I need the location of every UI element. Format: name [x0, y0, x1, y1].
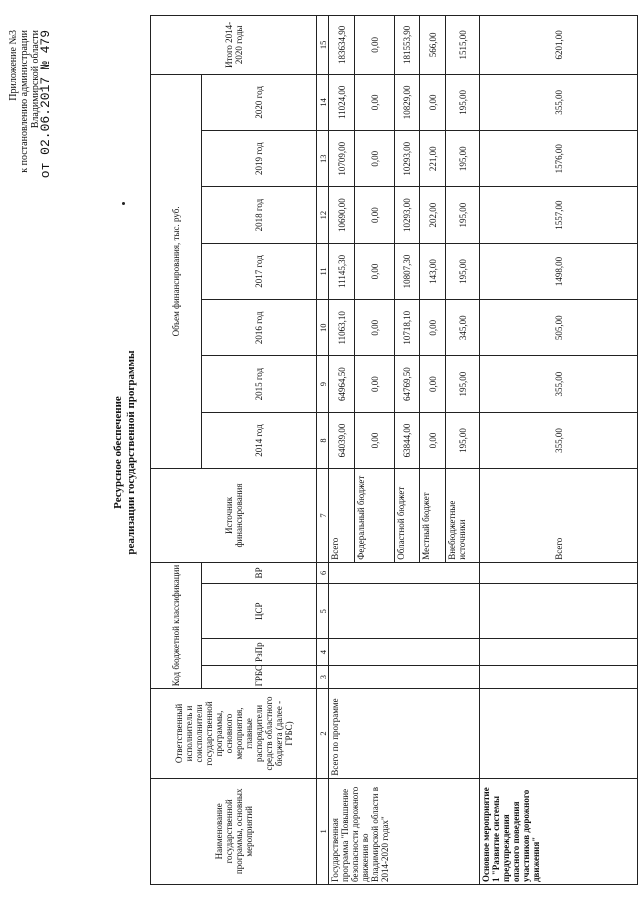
col-header-year: 2016 год: [202, 300, 317, 356]
source-cell: Местный бюджет: [420, 469, 446, 563]
column-index: 2: [317, 689, 329, 778]
total-cell: 6201,00: [480, 16, 638, 75]
value-cell: 10293,00: [395, 131, 420, 187]
source-cell: Федеральный бюджет: [355, 469, 395, 563]
grbs-cell: [329, 665, 480, 688]
total-cell: 183634,90: [329, 16, 355, 75]
value-cell: 0,00: [420, 74, 446, 130]
value-cell: 355,00: [480, 74, 638, 130]
value-cell: 64964,50: [329, 356, 355, 412]
value-cell: 195,00: [446, 243, 480, 299]
value-cell: 0,00: [355, 300, 395, 356]
column-index: 5: [317, 584, 329, 639]
col-header-vr: ВР: [202, 562, 317, 583]
total-cell: 566,00: [420, 16, 446, 75]
value-cell: 64769,50: [395, 356, 420, 412]
value-cell: 11145,30: [329, 243, 355, 299]
value-cell: 1498,00: [480, 243, 638, 299]
source-cell: Всего: [480, 469, 638, 563]
column-index: 6: [317, 562, 329, 583]
col-header-year: 2018 год: [202, 187, 317, 243]
document-title: Ресурсное обеспечение: [112, 396, 124, 509]
col-header-year: 2017 год: [202, 243, 317, 299]
value-cell: 195,00: [446, 356, 480, 412]
value-cell: 355,00: [480, 412, 638, 468]
appendix-number: Приложение №3: [8, 30, 19, 101]
value-cell: 0,00: [420, 300, 446, 356]
value-cell: 10293,00: [395, 187, 420, 243]
column-index: 14: [317, 74, 329, 130]
grbs-cell: [480, 665, 638, 688]
column-index: 11: [317, 243, 329, 299]
vr-cell: [480, 562, 638, 583]
program-name: Государственная программа "Повышение безопасности дорожного движения во Владимирской области в 2014-2020 годах": [329, 778, 480, 884]
value-cell: 0,00: [355, 74, 395, 130]
value-cell: 10690,00: [329, 187, 355, 243]
appendix-resolution-line: к постановлению администрации: [19, 30, 30, 173]
value-cell: 0,00: [355, 243, 395, 299]
table-row: [480, 16, 638, 885]
value-cell: 221,00: [420, 131, 446, 187]
column-index: 10: [317, 300, 329, 356]
col-header-year: 2014 год: [202, 412, 317, 468]
col-header-year: 2019 год: [202, 131, 317, 187]
vr-cell: [329, 562, 480, 583]
value-cell: 63844,00: [395, 412, 420, 468]
value-cell: 1557,00: [480, 187, 638, 243]
value-cell: 0,00: [420, 356, 446, 412]
value-cell: 0,00: [420, 412, 446, 468]
value-cell: 345,00: [446, 300, 480, 356]
measure-name: Основное мероприятие 1 "Развитие системы предупреждения опасного поведения участников дорожного движения": [480, 778, 638, 884]
value-cell: 195,00: [446, 412, 480, 468]
value-cell: 195,00: [446, 74, 480, 130]
value-cell: 11063,10: [329, 300, 355, 356]
value-cell: 0,00: [355, 356, 395, 412]
source-cell: Внебюджетные источники: [446, 469, 480, 563]
col-header-csr: ЦСР: [202, 584, 317, 639]
appendix-region-line: Владимирской области: [30, 30, 41, 129]
value-cell: 195,00: [446, 187, 480, 243]
total-cell: 1515,00: [446, 16, 480, 75]
value-cell: 10829,00: [395, 74, 420, 130]
measure-responsible: [480, 689, 638, 778]
resource-table: [150, 15, 638, 885]
csr-cell: [329, 584, 480, 639]
column-index: 12: [317, 187, 329, 243]
value-cell: 195,00: [446, 131, 480, 187]
col-header-rzpr: РзПр: [202, 639, 317, 666]
source-cell: Областной бюджет: [395, 469, 420, 563]
value-cell: 10718,10: [395, 300, 420, 356]
col-header-year: 2015 год: [202, 356, 317, 412]
source-cell: Всего: [329, 469, 355, 563]
value-cell: 1576,00: [480, 131, 638, 187]
total-cell: 0,00: [355, 16, 395, 75]
value-cell: 11024,00: [329, 74, 355, 130]
value-cell: 202,00: [420, 187, 446, 243]
value-cell: 505,00: [480, 300, 638, 356]
value-cell: 10709,00: [329, 131, 355, 187]
column-index: 9: [317, 356, 329, 412]
col-header-volume: Объем финансирования, тыс. руб.: [151, 74, 202, 469]
value-cell: 10807,30: [395, 243, 420, 299]
value-cell: 64039,00: [329, 412, 355, 468]
col-header-source: Источник финансирования: [151, 469, 317, 563]
column-index: 13: [317, 131, 329, 187]
csr-cell: [480, 584, 638, 639]
column-index-row: [317, 16, 329, 885]
total-cell: 181553,90: [395, 16, 420, 75]
value-cell: 355,00: [480, 356, 638, 412]
document-subtitle: реализации государственной программы: [125, 350, 137, 555]
col-header-budget-code: Код бюджетной классификации: [151, 562, 202, 689]
column-index: 8: [317, 412, 329, 468]
table-row: [329, 16, 355, 885]
col-header-responsible: Ответственный исполнитель и соисполнители государственной программы, основного мероприятия, главные распорядители средств областного бюджета (далее - ГРБС): [151, 689, 317, 778]
column-index: 15: [317, 16, 329, 75]
column-index: 3: [317, 665, 329, 688]
value-cell: 0,00: [355, 131, 395, 187]
column-index: 7: [317, 469, 329, 563]
rzpr-cell: [329, 639, 480, 666]
col-header-grbs: ГРБС: [202, 665, 317, 688]
program-responsible: Всего по программе: [329, 689, 480, 778]
value-cell: 0,00: [355, 412, 395, 468]
appendix-date-number: от 02.06.2017 № 479: [38, 30, 53, 179]
col-header-total: Итого 2014-2020 годы: [151, 16, 317, 75]
value-cell: 0,00: [355, 187, 395, 243]
rzpr-cell: [480, 639, 638, 666]
column-index: 1: [317, 778, 329, 884]
value-cell: 143,00: [420, 243, 446, 299]
col-header-name: Наименование государственной программы, основных мероприятий: [151, 778, 317, 884]
ink-dot: [122, 202, 125, 205]
col-header-year: 2020 год: [202, 74, 317, 130]
column-index: 4: [317, 639, 329, 666]
